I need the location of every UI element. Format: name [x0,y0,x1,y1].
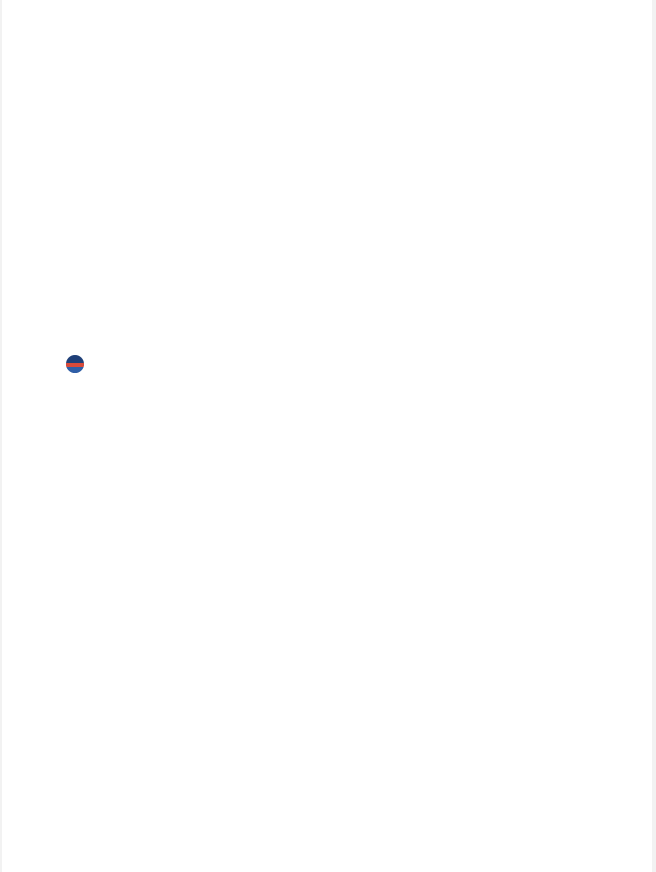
wave-pattern-icon [72,795,580,829]
publisher-logo [66,355,602,387]
copyright-page [2,0,652,872]
wave-divider-icon [218,359,598,369]
publisher-emblem-icon [66,355,84,373]
